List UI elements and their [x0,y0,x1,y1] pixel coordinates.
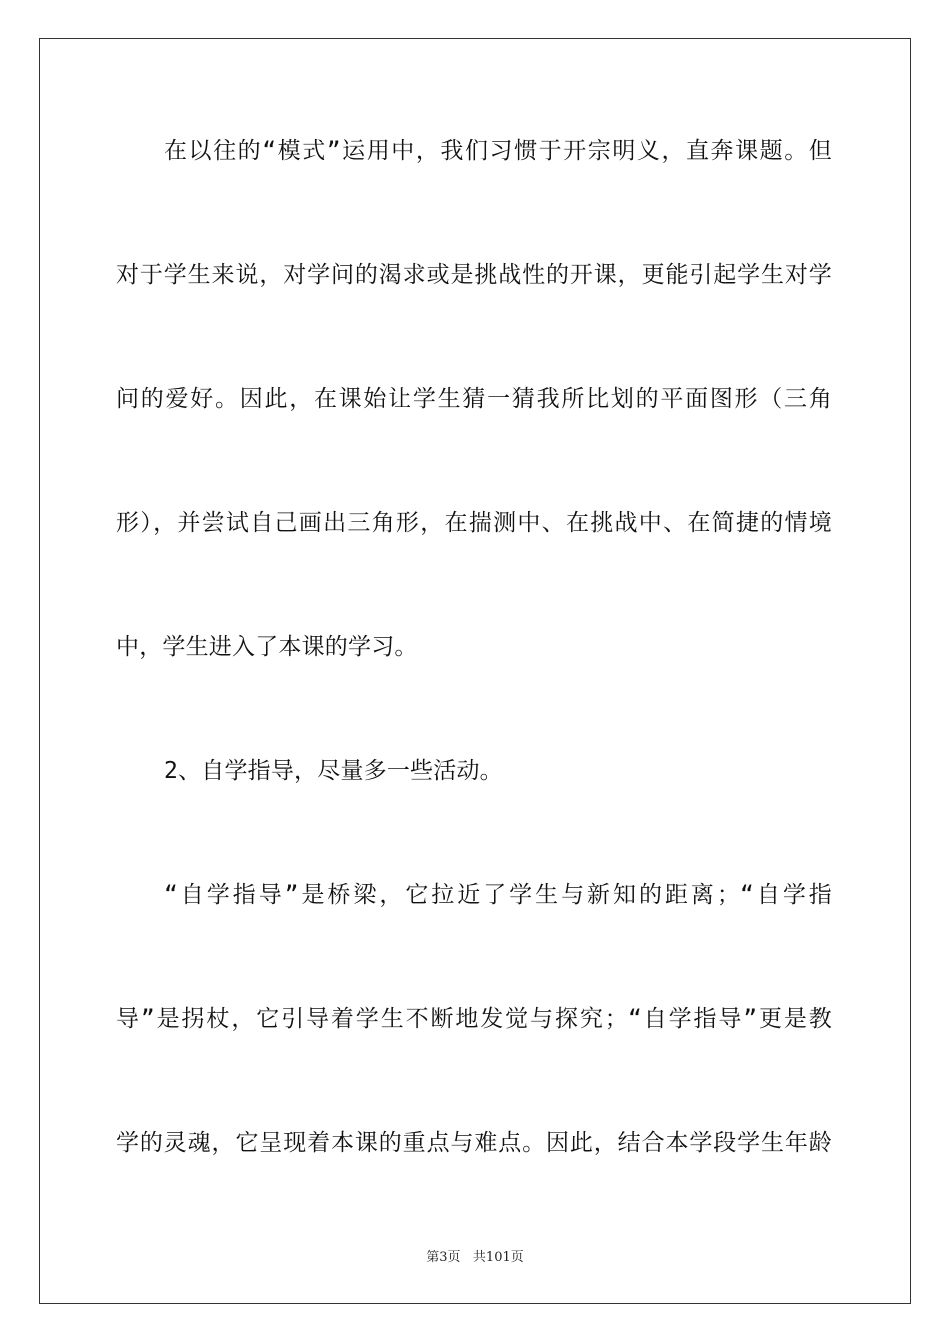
paragraph-line-7: 导”是拐杖，它引导着学生不断地发觉与探究；“自学指导”更是教 [116,1006,832,1032]
page-number: 第3页 [426,1250,461,1265]
page-footer [0,1246,950,1265]
paragraph-line-3: 问的爱好。因此，在课始让学生猜一猜我所比划的平面图形（三角 [116,386,832,412]
paragraph-line-6: “自学指导”是桥梁，它拉近了学生与新知的距离；“自学指 [164,882,832,908]
paragraph-line-5: 中，学生进入了本课的学习。 [116,634,418,660]
paragraph-line-4: 形），并尝试自己画出三角形，在揣测中、在挑战中、在简捷的情境 [116,510,832,536]
page-total: 共101页 [472,1250,524,1265]
paragraph-line-2: 对于学生来说，对学问的渴求或是挑战性的开课，更能引起学生对学 [116,262,832,288]
section-heading: 2、自学指导，尽量多一些活动。 [164,758,503,784]
page-frame [39,38,911,1304]
paragraph-line-8: 学的灵魂，它呈现着本课的重点与难点。因此，结合本学段学生年龄 [116,1130,832,1156]
paragraph-line-1: 在以往的“模式”运用中，我们习惯于开宗明义，直奔课题。但 [164,138,832,164]
